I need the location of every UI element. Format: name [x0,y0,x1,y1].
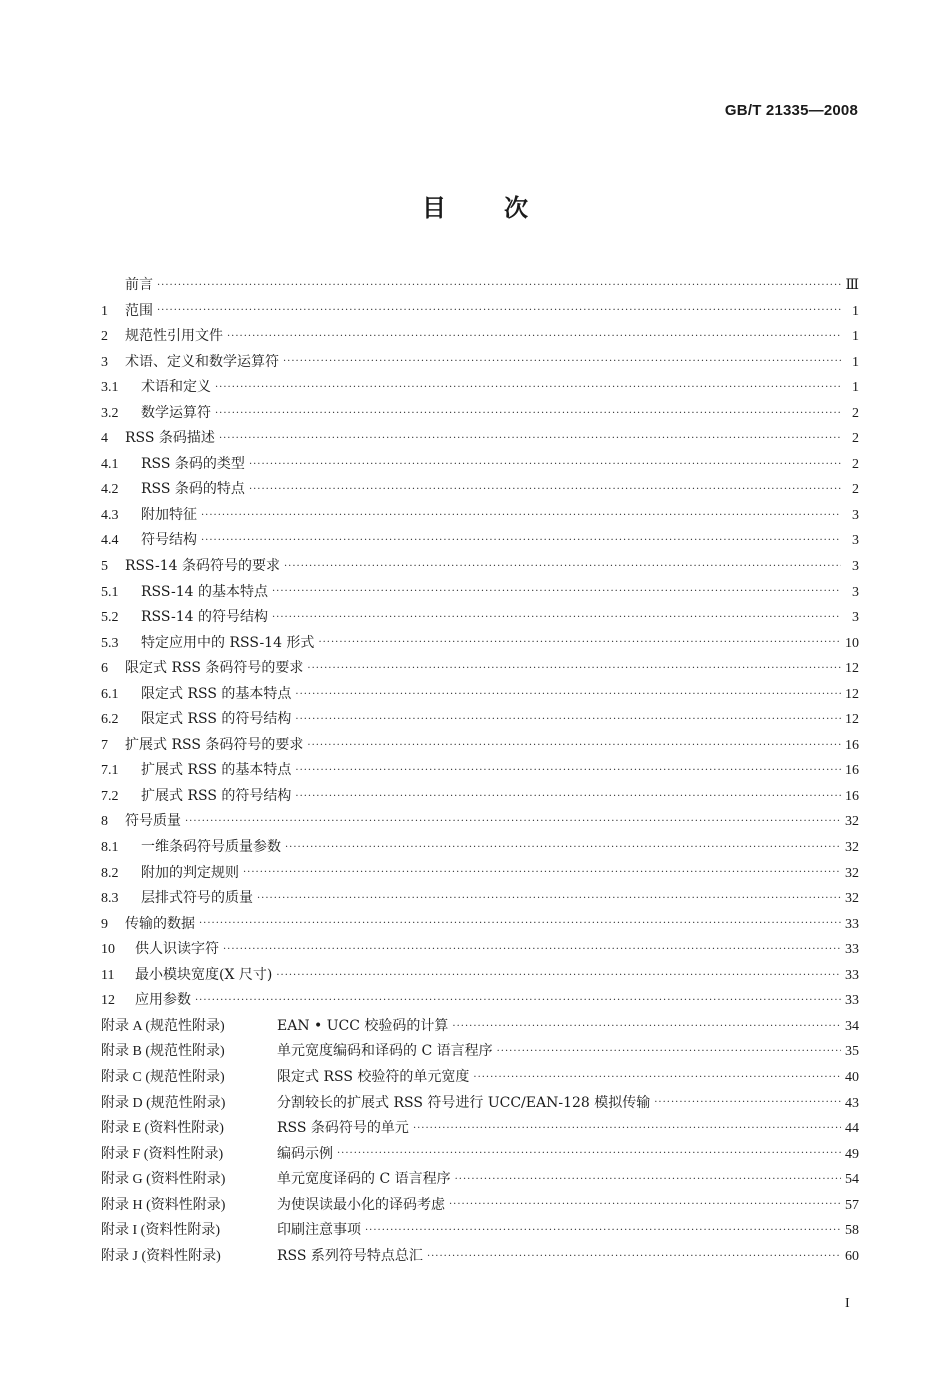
toc-entry-title: 扩展式 RSS 的基本特点 [141,762,292,779]
toc-entry-number: 4.4 [101,533,119,549]
toc-dot-leader [365,1221,841,1241]
toc-entry[interactable] [101,528,859,554]
toc-dot-leader [455,1170,841,1190]
toc-entry[interactable] [101,1065,859,1091]
toc-dot-leader [295,787,841,807]
toc-entry-page: 1 [852,329,859,345]
toc-entry-title: RSS-14 的符号结构 [141,609,268,626]
toc-dot-leader [195,991,841,1011]
toc-entry-title: RSS 条码描述 [125,430,215,447]
toc-entry-page: 1 [852,380,859,396]
toc-entry-page: 60 [845,1248,859,1264]
toc-entry-page: 2 [852,405,859,421]
toc-entry[interactable] [101,324,859,350]
toc-entry[interactable] [101,784,859,810]
toc-dot-leader [295,685,841,705]
toc-entry-number: 附录 A (规范性附录) [101,1018,225,1034]
toc-entry-number: 4.3 [101,507,119,523]
toc-entry-page: 1 [852,303,859,319]
toc-entry[interactable] [101,1218,859,1244]
toc-entry-number: 6.2 [101,712,119,728]
toc-entry-title: 规范性引用文件 [125,328,223,345]
toc-entry-title: 分割较长的扩展式 RSS 符号进行 UCC/EAN-128 模拟传输 [277,1094,651,1111]
toc-dot-leader [295,761,841,781]
toc-entry-page: 12 [845,661,859,677]
toc-dot-leader [307,659,841,679]
toc-entry-page: 3 [852,610,859,626]
toc-dot-leader [257,889,841,909]
toc-entry-page: 3 [852,584,859,600]
toc-entry-number: 附录 J (资料性附录) [101,1248,221,1264]
toc-entry-number: 3.2 [101,405,119,421]
toc-entry-number: 5 [101,559,108,575]
toc-entry-page: 2 [852,431,859,447]
toc-entry-page: 35 [845,1044,859,1060]
toc-entry-title: 单元宽度编码和译码的 C 语言程序 [277,1043,493,1060]
table-of-contents [101,273,859,1269]
toc-entry-number: 7.2 [101,788,119,804]
toc-entry[interactable] [101,1167,859,1193]
toc-entry-number: 1 [101,303,108,319]
toc-entry-title: 限定式 RSS 校验符的单元宽度 [277,1068,470,1085]
toc-entry[interactable] [101,733,859,759]
toc-entry-page: 3 [852,533,859,549]
toc-entry-title: RSS-14 条码符号的要求 [125,558,280,575]
toc-entry[interactable] [101,1244,859,1270]
toc-entry-page: 44 [845,1121,859,1137]
toc-entry-title: 符号结构 [141,532,197,549]
toc-dot-leader [283,352,841,372]
toc-entry-title: 为使误读最小化的译码考虑 [277,1196,445,1213]
toc-dot-leader [284,557,841,577]
toc-entry-page: 57 [845,1197,859,1213]
toc-entry-page: 12 [845,686,859,702]
toc-dot-leader [272,608,841,628]
toc-entry-page: 33 [845,942,859,958]
toc-entry[interactable] [101,1116,859,1142]
toc-entry-title: 前言 [125,277,153,293]
page-title: 目次 [422,194,586,222]
toc-entry-title: 供人识读字符 [135,941,219,958]
toc-entry-page: 33 [845,993,859,1009]
toc-entry-title: RSS-14 的基本特点 [141,583,268,600]
toc-entry-title: 印刷注意事项 [277,1222,361,1239]
toc-dot-leader [201,506,841,526]
toc-entry-title: 限定式 RSS 的基本特点 [141,685,292,702]
toc-dot-leader [449,1195,841,1215]
toc-entry[interactable] [101,707,859,733]
toc-entry-page: 16 [845,788,859,804]
toc-entry[interactable] [101,963,859,989]
toc-entry-title: 扩展式 RSS 的符号结构 [141,787,292,804]
toc-dot-leader [201,531,841,551]
toc-dot-leader [452,1017,841,1037]
toc-entry-page: 32 [845,814,859,830]
toc-dot-leader [223,940,841,960]
toc-entry-page: 12 [845,712,859,728]
toc-dot-leader [219,429,841,449]
toc-entry-page: 3 [852,559,859,575]
toc-entry-number: 2 [101,329,108,345]
toc-entry[interactable] [101,273,859,299]
toc-entry[interactable] [101,580,859,606]
toc-entry[interactable] [101,682,859,708]
toc-entry-number: 5.3 [101,635,119,651]
toc-dot-leader [473,1068,841,1088]
toc-entry-number: 4.1 [101,456,119,472]
toc-entry[interactable] [101,605,859,631]
toc-entry[interactable] [101,1014,859,1040]
toc-dot-leader [215,404,841,424]
toc-dot-leader [157,301,841,321]
toc-entry-page: 33 [845,967,859,983]
toc-entry-title: 限定式 RSS 的符号结构 [141,711,292,728]
toc-entry-title: 一维条码符号质量参数 [141,839,281,856]
toc-entry-number: 附录 I (资料性附录) [101,1223,220,1239]
toc-entry-number: 6.1 [101,686,119,702]
toc-entry[interactable] [101,988,859,1014]
toc-entry-page: 2 [852,456,859,472]
toc-entry[interactable] [101,1039,859,1065]
toc-entry-page: 49 [845,1146,859,1162]
toc-entry-number: 7.1 [101,763,119,779]
toc-entry[interactable] [101,477,859,503]
toc-entry-page: 32 [845,891,859,907]
toc-dot-leader [497,1042,841,1062]
toc-entry-number: 5.2 [101,610,119,626]
toc-entry-title: 层排式符号的质量 [141,890,253,907]
toc-dot-leader [272,582,841,602]
toc-dot-leader [337,1144,841,1164]
toc-entry[interactable] [101,1142,859,1168]
toc-entry-title: 传输的数据 [125,915,195,932]
toc-entry-title: 术语、定义和数学运算符 [125,353,279,370]
toc-entry[interactable] [101,1091,859,1117]
toc-entry-title: EAN • UCC 校验码的计算 [277,1017,449,1034]
toc-dot-leader [227,327,841,347]
toc-dot-leader [243,863,841,883]
toc-entry[interactable] [101,299,859,325]
toc-entry-title: 编码示例 [277,1145,333,1162]
toc-entry[interactable] [101,631,859,657]
toc-entry-page: 32 [845,865,859,881]
toc-entry-title: RSS 条码的特点 [141,481,245,498]
toc-entry-number: 8 [101,814,108,830]
toc-dot-leader [285,838,841,858]
toc-entry-title: 扩展式 RSS 条码符号的要求 [125,736,304,753]
toc-entry-number: 10 [101,942,115,958]
toc-dot-leader [185,812,841,832]
toc-entry-number: 5.1 [101,584,119,600]
toc-dot-leader [157,276,841,296]
toc-entry-number: 4.2 [101,482,119,498]
toc-entry[interactable] [101,656,859,682]
toc-entry-number: 8.1 [101,840,119,856]
toc-entry-page: 33 [845,916,859,932]
toc-entry-page: 2 [852,482,859,498]
toc-entry-number: 6 [101,661,108,677]
toc-entry-number: 7 [101,737,108,753]
toc-entry-title: 术语和定义 [141,379,211,396]
toc-entry-page: 40 [845,1069,859,1085]
toc-dot-leader [295,710,841,730]
toc-entry-page: 32 [845,840,859,856]
toc-entry-number: 附录 B (规范性附录) [101,1044,225,1060]
toc-entry[interactable] [101,1193,859,1219]
toc-dot-leader [199,914,841,934]
toc-entry[interactable] [101,401,859,427]
toc-entry-number: 8.2 [101,865,119,881]
toc-entry-title: 数学运算符 [141,404,211,421]
toc-entry-number: 附录 C (规范性附录) [101,1069,225,1085]
toc-entry-page: Ⅲ [845,278,859,293]
toc-entry[interactable] [101,758,859,784]
toc-entry-page: 34 [845,1018,859,1034]
toc-entry-page: 16 [845,737,859,753]
toc-dot-leader [318,633,841,653]
toc-entry[interactable] [101,809,859,835]
toc-dot-leader [427,1247,841,1267]
toc-entry[interactable] [101,937,859,963]
toc-entry-number: 3.1 [101,380,119,396]
toc-entry[interactable] [101,426,859,452]
toc-entry-title: RSS 条码的类型 [141,455,245,472]
toc-entry[interactable] [101,375,859,401]
toc-dot-leader [413,1119,841,1139]
toc-entry-title: 单元宽度译码的 C 语言程序 [277,1171,451,1188]
toc-dot-leader [215,378,841,398]
toc-entry-number: 附录 G (资料性附录) [101,1172,226,1188]
toc-entry[interactable] [101,350,859,376]
toc-entry-title: RSS 条码符号的单元 [277,1120,409,1137]
toc-entry-title: 最小模块宽度(X 尺寸) [135,966,273,983]
toc-entry[interactable] [101,554,859,580]
toc-entry-page: 16 [845,763,859,779]
toc-entry-number: 附录 H (资料性附录) [101,1197,226,1213]
toc-entry-page: 43 [845,1095,859,1111]
toc-dot-leader [249,455,841,475]
toc-entry-page: 58 [845,1223,859,1239]
toc-entry[interactable] [101,835,859,861]
toc-entry-number: 8.3 [101,891,119,907]
toc-entry-number: 3 [101,354,108,370]
toc-entry-number: 附录 E (资料性附录) [101,1121,224,1137]
toc-dot-leader [307,736,841,756]
standard-number: GB/T 21335—2008 [724,102,858,119]
toc-entry-page: 54 [845,1172,859,1188]
toc-entry-page: 10 [845,635,859,651]
toc-entry-title: 符号质量 [125,813,181,830]
toc-entry-number: 9 [101,916,108,932]
toc-entry-number: 12 [101,993,115,1009]
toc-entry-number: 附录 D (规范性附录) [101,1095,226,1111]
toc-entry[interactable] [101,886,859,912]
toc-entry-title: 范围 [125,302,153,319]
toc-entry[interactable] [101,912,859,938]
page-folio: I [845,1296,850,1311]
toc-entry-title: 限定式 RSS 条码符号的要求 [125,660,304,677]
toc-dot-leader [249,480,841,500]
toc-entry-title: 应用参数 [135,992,191,1009]
toc-entry-title: 特定应用中的 RSS-14 形式 [141,634,315,651]
toc-entry[interactable] [101,861,859,887]
toc-entry-title: 附加特征 [141,506,197,523]
toc-entry-number: 附录 F (资料性附录) [101,1146,224,1162]
toc-entry-page: 3 [852,507,859,523]
toc-dot-leader [654,1093,841,1113]
toc-entry-number: 4 [101,431,108,447]
toc-entry-page: 1 [852,354,859,370]
toc-dot-leader [276,966,841,986]
toc-entry-number: 11 [101,967,115,983]
toc-entry-title: RSS 系列符号特点总汇 [277,1247,423,1264]
toc-entry[interactable] [101,503,859,529]
toc-entry[interactable] [101,452,859,478]
toc-entry-title: 附加的判定规则 [141,864,239,881]
